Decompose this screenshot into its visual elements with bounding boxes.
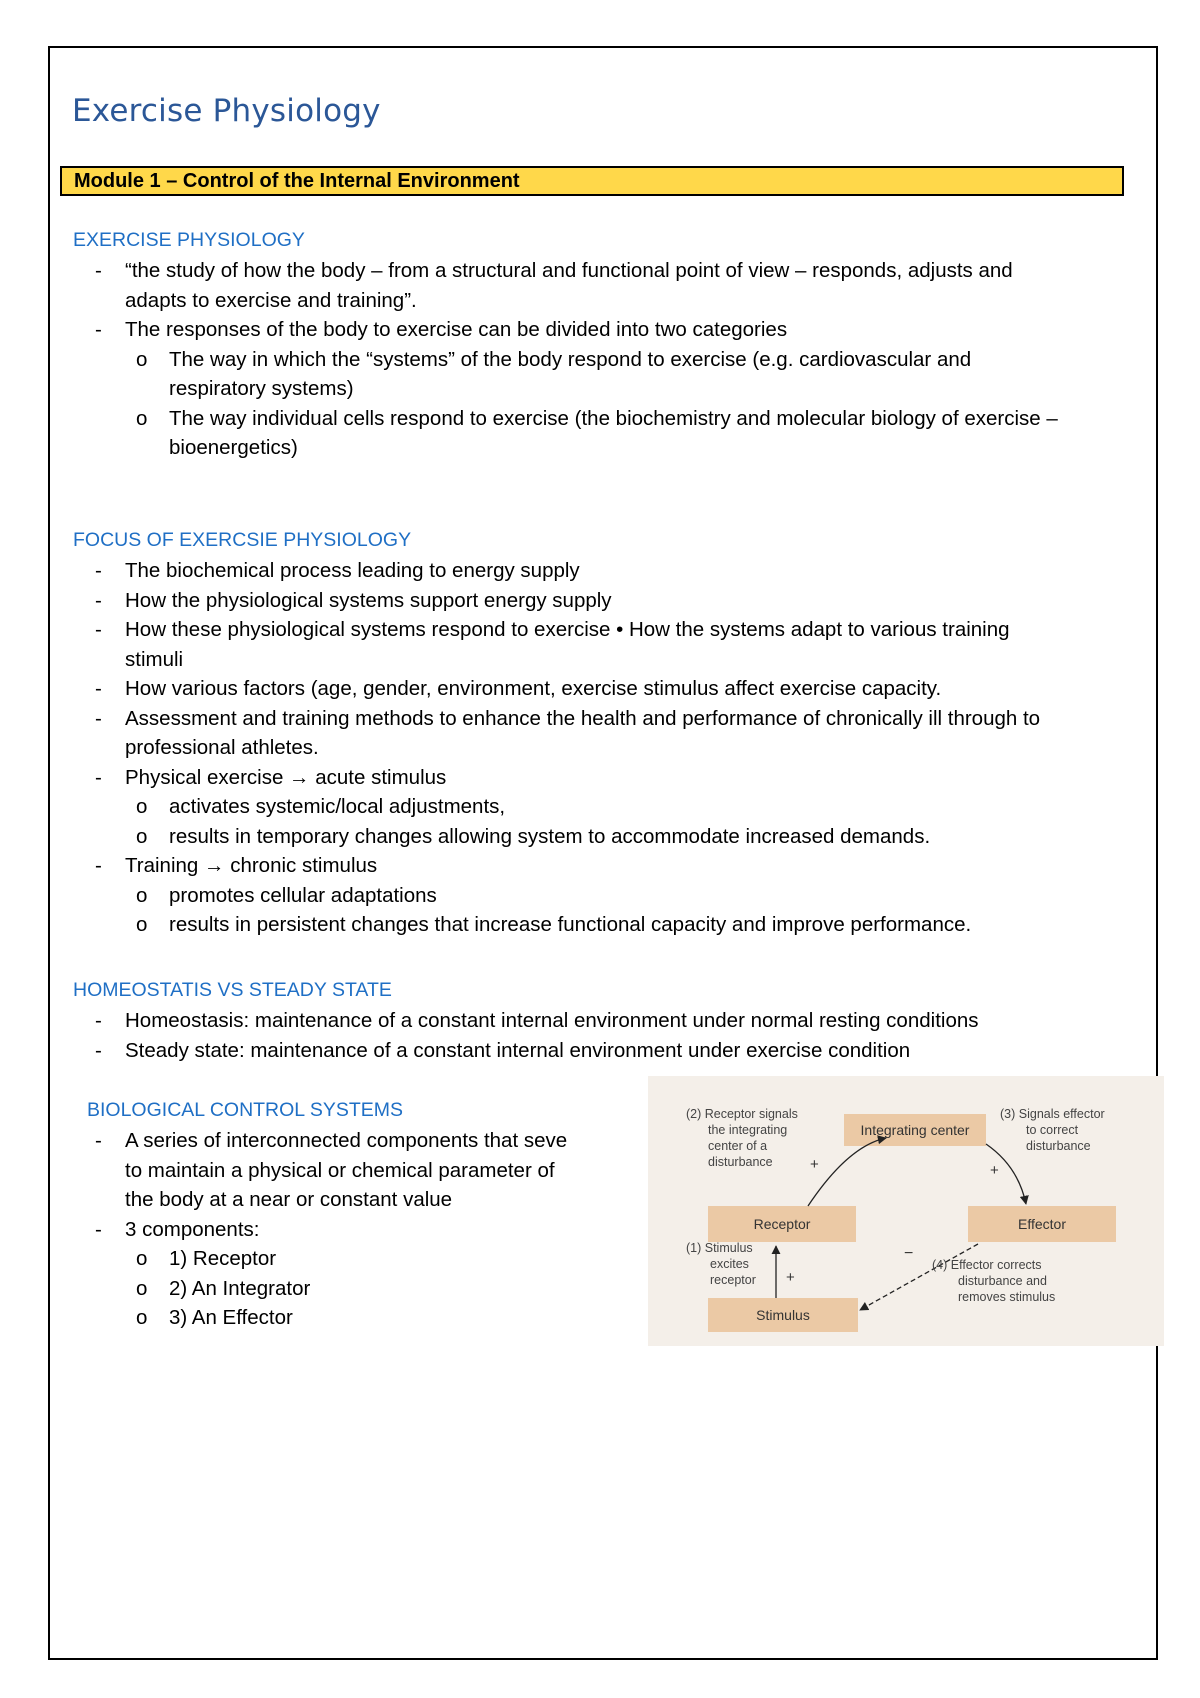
list-item: o The way in which the “systems” of the body respond to exercise (e.g. cardiovascular and xyxy=(73,345,1153,375)
list-item: - “the study of how the body – from a structural and functional point of view – responds, adjusts and xyxy=(73,256,1153,286)
list-item: - How these physiological systems respond to exercise • How the systems adapt to various training xyxy=(73,615,1153,645)
list-item: - How the physiological systems support energy supply xyxy=(73,586,1153,616)
list-item: adapts to exercise and training”. xyxy=(125,288,417,312)
list-item: - Homeostasis: maintenance of a constant internal environment under normal resting conditions xyxy=(73,1006,1153,1036)
note-line: (4) Effector corrects xyxy=(932,1258,1042,1272)
list-item: o 3) An Effector xyxy=(73,1303,643,1333)
note-line: (3) Signals effector xyxy=(1000,1107,1105,1121)
note-line: removes stimulus xyxy=(958,1290,1056,1304)
list-item: o activates systemic/local adjustments, xyxy=(73,792,1153,822)
note-line: receptor xyxy=(710,1273,756,1287)
integrating-center-label: Integrating center xyxy=(860,1122,970,1138)
homeostasis-list xyxy=(73,1006,1153,1065)
list-item: bioenergetics) xyxy=(169,436,298,459)
note-line: (2) Receptor signals xyxy=(686,1107,798,1121)
list-item: - 3 components: xyxy=(73,1215,643,1245)
stimulus-label: Stimulus xyxy=(756,1307,810,1323)
list-item: - Physical exercise → acute stimulus xyxy=(73,763,1153,793)
list-item: - Assessment and training methods to enhance the health and performance of chronically ill through to xyxy=(73,704,1153,734)
list-item: respiratory systems) xyxy=(169,377,354,400)
list-item: o results in temporary changes allowing system to accommodate increased demands. xyxy=(73,822,1153,852)
list-item: to maintain a physical or chemical parameter of xyxy=(125,1158,555,1182)
focus-list xyxy=(73,556,1153,940)
effector-label: Effector xyxy=(1018,1216,1066,1232)
list-item: - Steady state: maintenance of a constant internal environment under exercise condition xyxy=(73,1036,1153,1066)
section-heading-focus: FOCUS OF EXERCSIE PHYSIOLOGY xyxy=(73,529,412,551)
exercise-physiology-list xyxy=(73,256,1153,463)
list-item: - The biochemical process leading to energy supply xyxy=(73,556,1153,586)
note-line: disturbance xyxy=(1026,1139,1091,1153)
note-line: the integrating xyxy=(708,1123,788,1137)
module-banner: Module 1 – Control of the Internal Environment xyxy=(60,166,1124,196)
plus-sign: + xyxy=(990,1162,999,1179)
minus-sign: − xyxy=(904,1245,914,1262)
list-item: o 2) An Integrator xyxy=(73,1274,643,1304)
note-line: disturbance xyxy=(708,1155,773,1169)
list-item: - The responses of the body to exercise can be divided into two categories xyxy=(73,315,1153,345)
section-heading-homeostasis: HOMEOSTATIS VS STEADY STATE xyxy=(73,979,392,1001)
list-item: - How various factors (age, gender, environment, exercise stimulus affect exercise capacity. xyxy=(73,674,1153,704)
section-heading-control-systems: BIOLOGICAL CONTROL SYSTEMS xyxy=(87,1099,404,1121)
plus-sign: + xyxy=(810,1156,819,1173)
diagram-svg xyxy=(648,1076,1164,1346)
note-line: to correct xyxy=(1026,1123,1079,1137)
list-item: the body at a near or constant value xyxy=(125,1188,453,1211)
document-title: Exercise Physiology xyxy=(72,93,381,129)
list-item: o 1) Receptor xyxy=(73,1244,643,1274)
control-system-diagram xyxy=(648,1076,1164,1346)
list-item: - A series of interconnected components that seve xyxy=(73,1126,643,1156)
note-line: (1) Stimulus xyxy=(686,1241,753,1255)
note-line: disturbance and xyxy=(958,1274,1047,1288)
list-item: - Training → chronic stimulus xyxy=(73,851,1153,881)
receptor-label: Receptor xyxy=(753,1216,811,1232)
section-heading-exercise-physiology: EXERCISE PHYSIOLOGY xyxy=(73,229,305,251)
list-item: stimuli xyxy=(125,647,184,671)
list-item: o The way individual cells respond to exercise (the biochemistry and molecular biology of exercise – xyxy=(73,404,1153,434)
note-line: excites xyxy=(710,1257,749,1271)
list-item: professional athletes. xyxy=(125,736,319,759)
list-item: o results in persistent changes that increase functional capacity and improve performance. xyxy=(73,910,1153,940)
plus-sign: + xyxy=(786,1269,795,1286)
list-item: o promotes cellular adaptations xyxy=(73,881,1153,911)
control-systems-list xyxy=(73,1126,643,1333)
note-line: center of a xyxy=(708,1139,768,1153)
